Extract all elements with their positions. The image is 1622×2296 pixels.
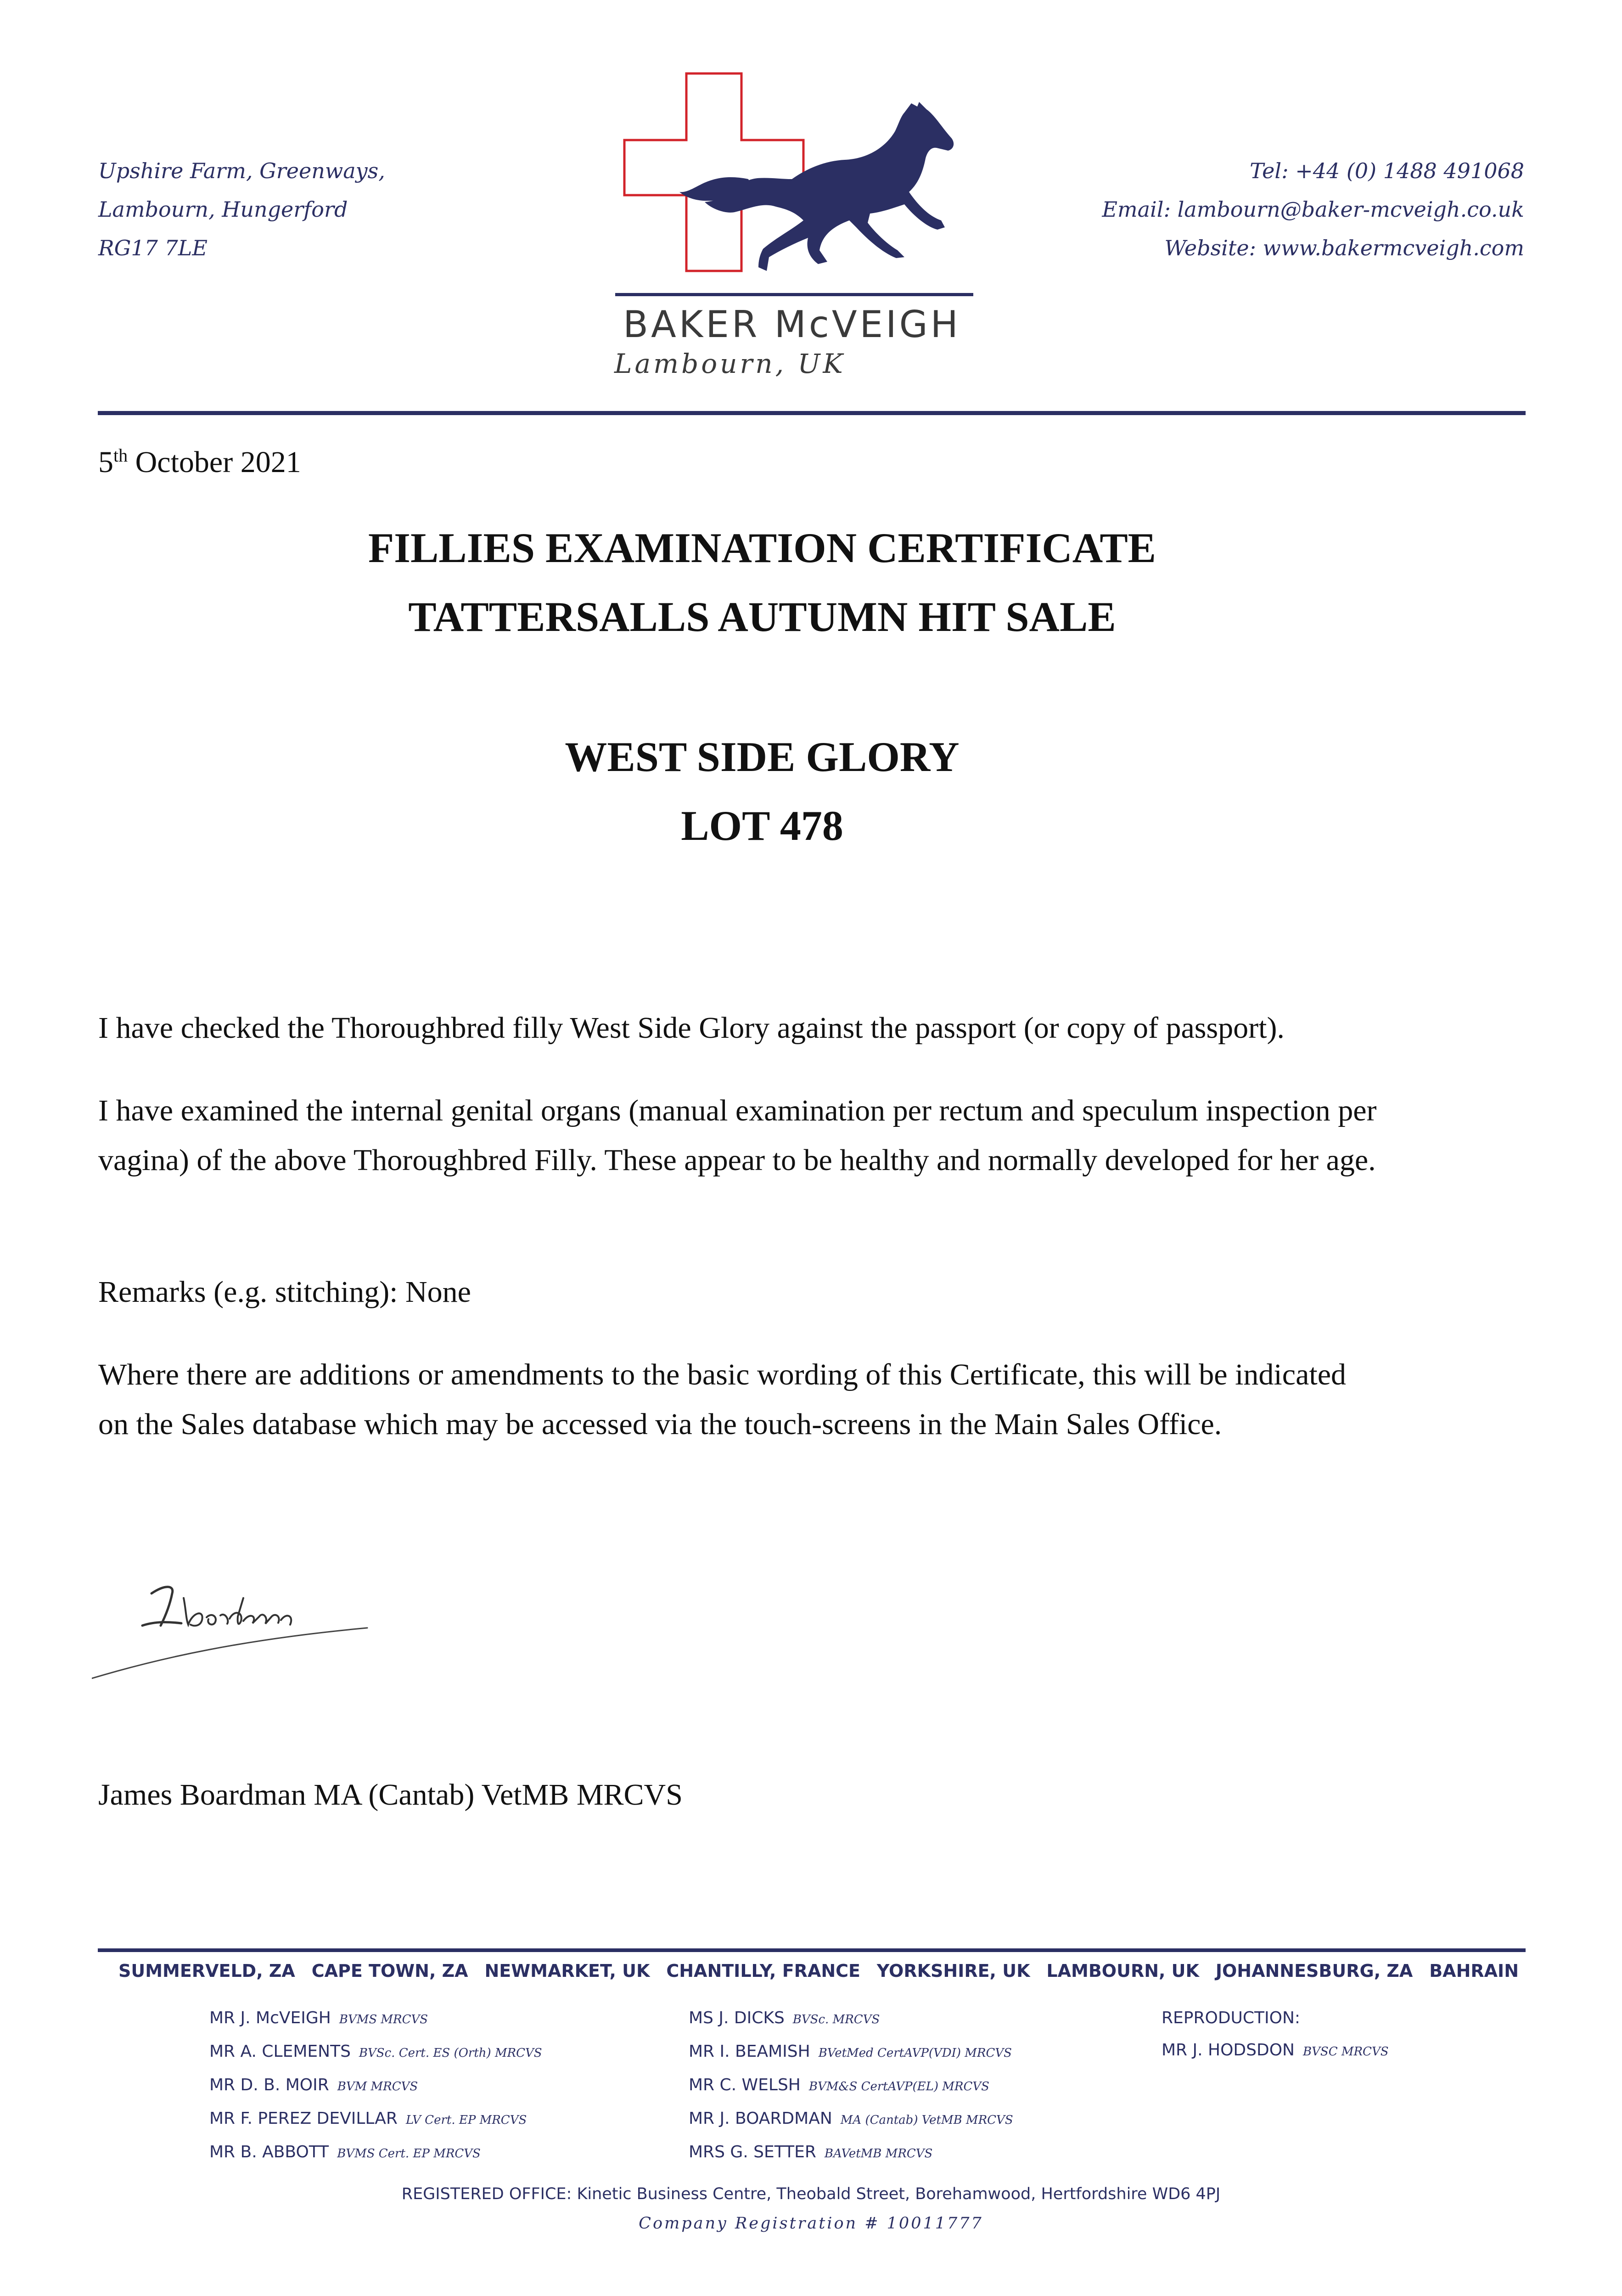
signatory-name: James Boardman MA (Cantab) VetMB MRCVS: [98, 1778, 683, 1812]
email-text: Email: lambourn@baker-mcveigh.co.uk: [1102, 197, 1524, 222]
location-item: BAHRAIN: [1429, 1961, 1519, 1981]
staff-entry: [209, 2103, 542, 2136]
staff-name: MR A. CLEMENTS: [209, 2042, 351, 2061]
staff-name: MR J. McVEIGH: [209, 2009, 331, 2027]
staff-name: MRS G. SETTER: [689, 2143, 816, 2161]
staff-qualification: BVetMed CertAVP(VDI) MRCVS: [818, 2046, 1012, 2060]
staff-qualification: BVSc. Cert. ES (Orth) MRCVS: [359, 2046, 542, 2060]
location-item: YORKSHIRE, UK: [876, 1961, 1030, 1981]
brand-name: BAKER McVEIGH: [623, 303, 961, 346]
lot-number: LOT 478: [681, 802, 843, 849]
passport-check-paragraph: I have checked the Thoroughbred filly West Side Glory against the passport (or copy of passport).: [98, 1011, 1285, 1045]
footer-divider: [98, 1948, 1526, 1952]
staff-name: MR J. HODSDON: [1162, 2041, 1295, 2060]
website-text: Website: www.bakermcveigh.com: [1164, 236, 1524, 260]
staff-qualification: BAVetMB MRCVS: [824, 2147, 933, 2161]
staff-qualification: BVM&S CertAVP(EL) MRCVS: [808, 2080, 989, 2093]
address-line: Lambourn, Hungerford: [98, 197, 348, 222]
staff-entry: [689, 2069, 1013, 2103]
contact-block: [1102, 152, 1524, 267]
location-item: NEWMARKET, UK: [484, 1961, 650, 1981]
staff-column-3: [1162, 2002, 1389, 2068]
staff-name: MR I. BEAMISH: [689, 2042, 810, 2061]
location-item: CAPE TOWN, ZA: [311, 1961, 468, 1981]
staff-entry: [689, 2036, 1013, 2069]
examination-paragraph: I have examined the internal genital organs (manual examination per rectum and speculum inspection per vagina) of the above Thoroughbred Filly. These appear to be healthy and normally developed for her age.: [98, 1094, 1377, 1177]
staff-entry: [209, 2136, 542, 2170]
location-item: CHANTILLY, FRANCE: [666, 1961, 860, 1981]
staff-name: MR F. PEREZ DEVILLAR: [209, 2109, 398, 2128]
staff-column-1: [209, 2002, 542, 2170]
date-rest: October 2021: [128, 445, 301, 479]
staff-name: MR D. B. MOIR: [209, 2076, 329, 2094]
staff-entry: [689, 2002, 1013, 2036]
staff-qualification: BVSc. MRCVS: [792, 2013, 880, 2026]
location-item: JOHANNESBURG, ZA: [1215, 1961, 1413, 1981]
logo-divider: [615, 293, 973, 296]
letter-date: [98, 445, 301, 480]
remarks-paragraph: Remarks (e.g. stitching): None: [98, 1275, 471, 1309]
office-locations: [118, 1961, 1519, 1981]
registered-office: REGISTERED OFFICE: Kinetic Business Centre, Theobald Street, Borehamwood, Hertfordshire WD6 4PJ: [401, 2185, 1221, 2203]
horse-name: WEST SIDE GLORY: [565, 733, 960, 780]
staff-entry: [209, 2036, 542, 2069]
staff-qualification: LV Cert. EP MRCVS: [405, 2113, 527, 2127]
staff-name: MR J. BOARDMAN: [689, 2109, 832, 2128]
staff-entry: [209, 2002, 542, 2036]
sale-title: TATTERSALLS AUTUMN HIT SALE: [408, 593, 1116, 640]
staff-name: MR B. ABBOTT: [209, 2143, 329, 2161]
date-suffix: th: [113, 445, 128, 466]
staff-qualification: MA (Cantab) VetMB MRCVS: [840, 2113, 1013, 2127]
staff-entry: [209, 2069, 542, 2103]
date-day: 5: [98, 445, 113, 479]
staff-entry: [1162, 2034, 1389, 2068]
staff-entry: [689, 2136, 1013, 2170]
staff-entry: [689, 2103, 1013, 2136]
staff-qualification: BVMS MRCVS: [339, 2013, 428, 2026]
signature: [92, 1566, 376, 1690]
location-item: LAMBOURN, UK: [1046, 1961, 1199, 1981]
staff-qualification: BVMS Cert. EP MRCVS: [337, 2147, 481, 2161]
staff-name: MS J. DICKS: [689, 2009, 785, 2027]
amendments-paragraph: Where there are additions or amendments to the basic wording of this Certificate, this will be indicated on the Sales database which may be accessed via the touch-screens in the Main Sales Office.: [98, 1358, 1346, 1441]
certificate-title: FILLIES EXAMINATION CERTIFICATE: [368, 524, 1156, 571]
header-divider: [98, 411, 1526, 415]
phone-text: Tel: +44 (0) 1488 491068: [1250, 158, 1524, 183]
address-line: Upshire Farm, Greenways,: [98, 158, 385, 183]
staff-column-2: [689, 2002, 1013, 2170]
location-item: SUMMERVELD, ZA: [118, 1961, 295, 1981]
brand-location: Lambourn, UK: [614, 348, 846, 379]
company-registration: Company Registration # 10011777: [639, 2214, 983, 2233]
address-block: [98, 152, 385, 267]
address-line: RG17 7LE: [98, 236, 208, 260]
staff-name: MR C. WELSH: [689, 2076, 801, 2094]
reproduction-heading: REPRODUCTION:: [1162, 2009, 1301, 2027]
staff-qualification: BVSC MRCVS: [1303, 2045, 1389, 2059]
staff-qualification: BVM MRCVS: [337, 2080, 418, 2093]
